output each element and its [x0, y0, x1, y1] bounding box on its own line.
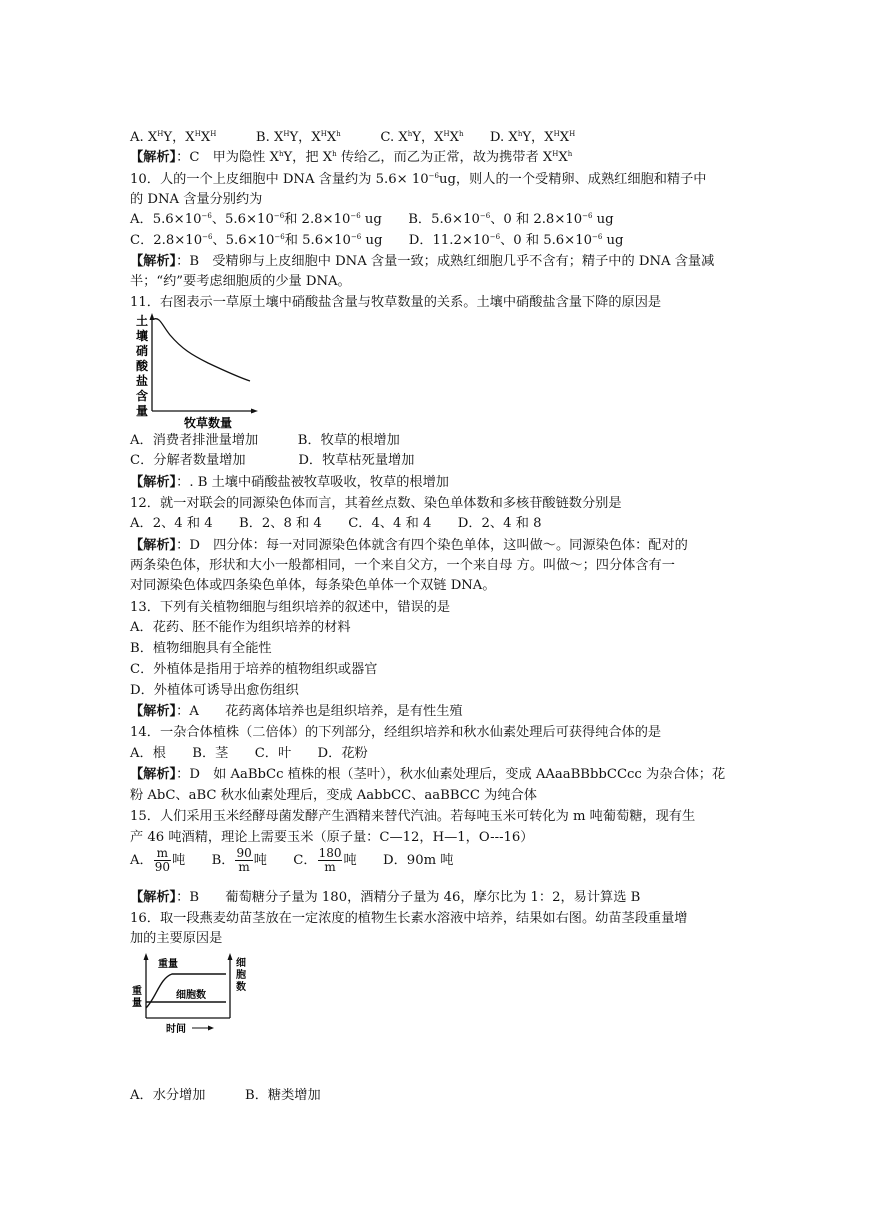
q13-analysis: 【解析】：A 花药离体培养也是组织培养，是有性生殖 — [130, 704, 463, 719]
q9-analysis: 【解析】：C 甲为隐性 $X^hY$，把 $X^h$ 传给乙，而乙为正常，故为携带者 $X^HX^h$ — [130, 150, 573, 165]
q15-analysis: 【解析】：B 葡萄糖分子量为 180，酒精分子量为 46，摩尔比为 1：2，易计算选 B — [130, 890, 641, 905]
q11-y-label-char-1: 土 — [136, 314, 149, 328]
q13-option-a: A．花药、胚不能作为组织培养的材料 — [130, 620, 351, 635]
q16-figure — [130, 950, 270, 1034]
q16-x-label: 时间 — [166, 1024, 186, 1034]
q12-options: A．2、4 和 4 B．2、8 和 4 C．4、4 和 4 D．2、4 和 8 — [130, 516, 542, 531]
q16-left-label-char-2: 量 — [132, 998, 142, 1009]
q13-option-b: B．植物细胞具有全能性 — [130, 641, 272, 656]
q16-options: A．水分增加 B．糖类增加 — [130, 1088, 321, 1103]
q11-curve — [154, 319, 250, 381]
q11-x-label: 牧草数量 — [184, 416, 233, 430]
q12-stem: 12．就一对联会的同源染色体而言，其着丝点数、染色单体数和多核苷酸链数分别是 — [130, 496, 622, 511]
q16-right-label-char-2: 胞 — [236, 970, 246, 981]
q16-x-label-arrow-icon — [208, 1026, 214, 1031]
q14-analysis-line2: 粉 AbC、aBC 秋水仙素处理后，变成 AabbCC、aaBBCC 为纯合体 — [130, 788, 537, 803]
q11-y-label-char-6: 含 — [136, 389, 149, 403]
q11-options-cd: C．分解者数量增加 D．牧草枯死量增加 — [130, 453, 415, 468]
q11-y-label-char-2: 壤 — [136, 329, 149, 343]
q15-stem-line2: 产 46 吨酒精，理论上需要玉米（原子量：C—12，H—1，O---16） — [130, 830, 534, 845]
q16-y-arrow-icon — [144, 953, 149, 960]
q15-fraction-a: $\frac{m}{90}$ — [154, 846, 170, 874]
q11-figure — [130, 313, 265, 431]
q10-options-ab: A．$5.6\times 10^{-6}$、$5.6\times 10^{-6}$和 $2.8\times 10^{-6}$ ug B．$5.6\times 10^{-6}$、0 和 $2.8\times 10^{-6}$ ug — [130, 212, 614, 227]
q14-stem: 14．一杂合体植株（二倍体）的下列部分，经组织培养和秋水仙素处理后可获得纯合体的是 — [130, 725, 662, 740]
q11-analysis: 【解析】：. B 土壤中硝酸盐被牧草吸收，牧草的根增加 — [130, 475, 449, 490]
q14-analysis-line1: 【解析】：D 如 AaBbCc 植株的根（茎叶），秋水仙素处理后，变成 AAaaBBbbCCcc 为杂合体；花 — [130, 767, 726, 782]
q16-stem-line1: 16．取一段燕麦幼苗茎放在一定浓度的植物生长素水溶液中培养，结果如右图。幼苗茎段重量增 — [130, 911, 688, 926]
q10-options-cd: C．$2.8\times 10^{-6}$、$5.6\times 10^{-6}$和 $5.6\times 10^{-6}$ ug D．$11.2\times 10^{-6}$、0 和 $5.6\times 10^{-6}$ ug — [130, 233, 624, 248]
q11-y-arrow-icon — [150, 313, 155, 320]
q14-options: A．根 B．茎 C．叶 D．花粉 — [130, 746, 368, 761]
q13-stem: 13．下列有关植物细胞与组织培养的叙述中，错误的是 — [130, 600, 451, 615]
q16-cells-line-label: 细胞数 — [176, 990, 206, 1001]
q10-stem-line1: 10．人的一个上皮细胞中 DNA 含量约为 $5.6\times 10^{-6}ug$，则人的一个受精卵、成熟红细胞和精子中 — [130, 172, 707, 187]
q10-analysis-line1: 【解析】：B 受精卵与上皮细胞中 DNA 含量一致；成熟红细胞几乎不含有；精子中的 DNA 含量减 — [130, 254, 715, 269]
q13-option-d: D．外植体可诱导出愈伤组织 — [130, 683, 299, 698]
q15-fraction-b: $\frac{90}{m}$ — [236, 846, 252, 874]
q15-fraction-c: $\frac{180}{m}$ — [318, 846, 342, 874]
q16-weight-curve-label: 重量 — [158, 959, 178, 970]
q16-right-label-char-1: 细 — [236, 958, 246, 969]
q11-y-label-char-4: 酸 — [136, 359, 149, 373]
q15-options: A． $\frac{m}{90}$ 吨 B． $\frac{90}{m}$ 吨 C． $\frac{180}{m}$ 吨 D．90m 吨 — [130, 846, 454, 874]
q11-stem: 11．右图表示一草原土壤中硝酸盐含量与牧草数量的关系。土壤中硝酸盐含量下降的原因是 — [130, 295, 662, 310]
q9-options: A. $X^HY$，$X^HX^H$ B. $X^HY$，$X^HX^h$ C. $X^hY$，$X^HX^h$ D. $X^hY$，$X^HX^H$ — [130, 130, 576, 145]
q11-x-arrow-icon — [251, 409, 258, 414]
q11-y-label-char-5: 盐 — [136, 374, 149, 388]
q10-analysis-line2: 半；“约”要考虑细胞质的少量 DNA。 — [130, 274, 351, 289]
q11-options-ab: A．消费者排泄量增加 B．牧草的根增加 — [130, 433, 400, 448]
q11-y-label-char-7: 量 — [136, 404, 149, 418]
q12-analysis-line3: 对同源染色体或四条染色单体，每条染色单体一个双链 DNA。 — [130, 578, 496, 593]
q10-stem-line2: 的 DNA 含量分别约为 — [130, 192, 263, 207]
q16-left-label-char-1: 重 — [132, 986, 142, 997]
q16-right-arrow-icon — [228, 953, 233, 960]
q11-y-label-char-3: 硝 — [136, 344, 149, 358]
q13-option-c: C．外植体是指用于培养的植物组织或器官 — [130, 662, 378, 677]
q12-analysis-line2: 两条染色体，形状和大小一般都相同，一个来自父方，一个来自母 方。叫做～；四分体含有一 — [130, 558, 675, 573]
q15-stem-line1: 15．人们采用玉米经酵母菌发酵产生酒精来替代汽油。若每吨玉米可转化为 m 吨葡萄糖，现有生 — [130, 809, 696, 824]
q12-analysis-line1: 【解析】：D 四分体：每一对同源染色体就含有四个染色单体，这叫做～。同源染色体：配对的 — [130, 538, 688, 553]
q16-right-label-char-3: 数 — [236, 982, 246, 993]
q16-stem-line2: 加的主要原因是 — [130, 931, 223, 946]
